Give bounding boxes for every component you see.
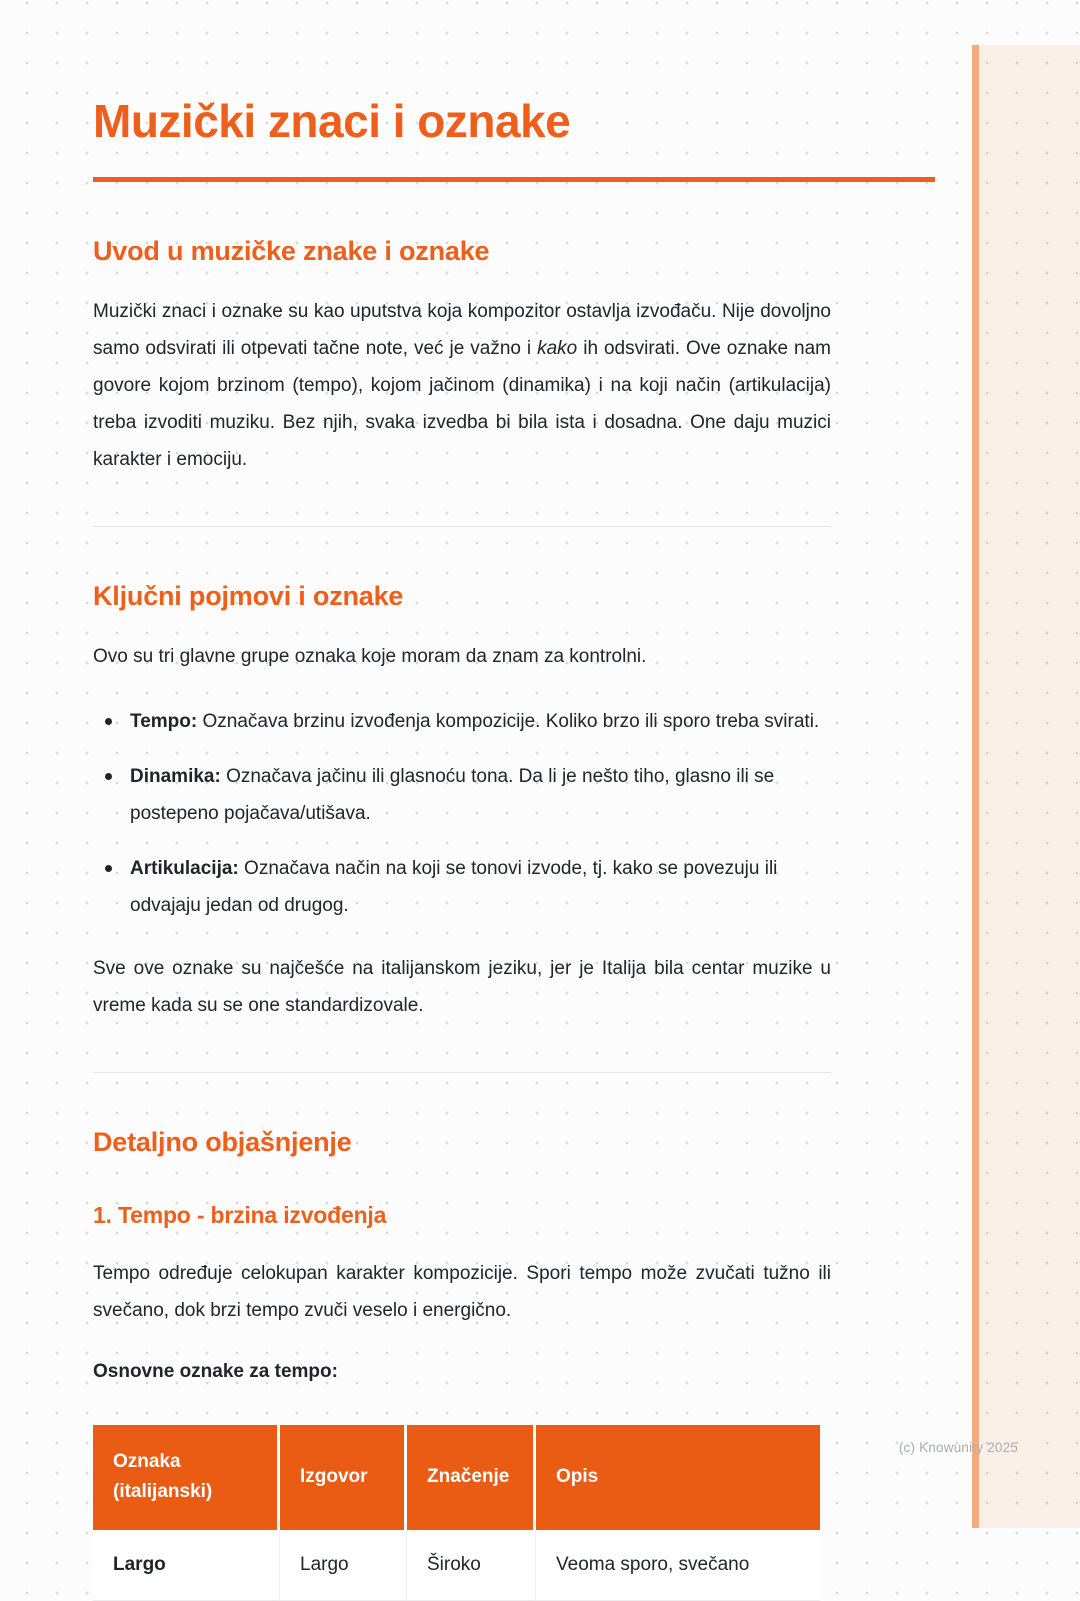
table-cell-znacenje: Široko xyxy=(407,1530,536,1601)
intro-paragraph-part2: ih odsvirati. Ove oznake nam govore kojom brzinom (tempo), kojom jačinom (dinamika) i na koji način (artikulacija) treba izvoditi muziku. Bez njih, svaka izvedba bi bila ista i dosadna. One daju muzici karakter i emociju. xyxy=(93,337,831,470)
list-item-text xyxy=(130,703,819,740)
list-item-artikulacija xyxy=(93,850,831,924)
list-item-tempo xyxy=(93,703,831,740)
table-header-row xyxy=(93,1425,820,1530)
section-heading-details: Detaljno objašnjenje xyxy=(93,1126,352,1157)
concepts-closing-paragraph: Sve ove oznake su najčešće na italijanskom jeziku, jer je Italija bila centar muzike u vreme kada su se one standardizovale. xyxy=(93,957,831,1016)
table-cell-opis: Veoma sporo, svečano xyxy=(536,1530,820,1601)
concepts-list xyxy=(93,703,831,924)
list-item-term: Tempo: xyxy=(130,710,198,732)
side-accent-panel xyxy=(979,45,1080,1528)
list-item-term: Artikulacija: xyxy=(130,857,239,879)
table-header-oznaka: Oznaka (italijanski) xyxy=(93,1425,280,1530)
table-cell-izgovor: Largo xyxy=(280,1530,407,1601)
copyright-watermark: (c) Knowunity 2025 xyxy=(898,1440,1018,1455)
list-item-dinamika xyxy=(93,758,831,832)
concepts-lead: Ovo su tri glavne grupe oznaka koje moram da znam za kontrolni. xyxy=(93,645,647,667)
bullet-dot-icon xyxy=(105,718,112,725)
table-cell-oznaka: Largo xyxy=(93,1530,280,1601)
intro-paragraph xyxy=(93,293,831,478)
list-item-description: Označava jačinu ili glasnoću tona. Da li je nešto tiho, glasno ili se postepeno pojačava/utišava. xyxy=(130,765,775,824)
table-header-izgovor: Izgovor xyxy=(280,1425,407,1530)
title-underline xyxy=(93,177,935,182)
intro-paragraph-part1: Muzički znaci i oznake su kao uputstva koja kompozitor ostavlja izvođaču. Nije dovoljno samo odsvirati ili otpevati tačne note, već je važno i xyxy=(93,300,831,359)
bullet-dot-icon xyxy=(105,773,112,780)
page-title: Muzički znaci i oznake xyxy=(93,95,571,147)
table-row xyxy=(93,1530,820,1601)
list-item-description: Označava brzinu izvođenja kompozicije. Koliko brzo ili sporo treba svirati. xyxy=(197,710,820,732)
tempo-paragraph: Tempo određuje celokupan karakter kompozicije. Spori tempo može zvučati tužno ili svečano, dok brzi tempo zvuči veselo i energično. xyxy=(93,1262,831,1321)
intro-paragraph-italic: kako xyxy=(537,337,578,359)
section-heading-concepts: Ključni pojmovi i oznake xyxy=(93,580,404,611)
table-header-znacenje: Značenje xyxy=(407,1425,536,1530)
subsection-heading-tempo: 1. Tempo - brzina izvođenja xyxy=(93,1201,387,1228)
table-header-opis: Opis xyxy=(536,1425,820,1530)
section-heading-intro: Uvod u muzičke znake i oznake xyxy=(93,235,490,266)
list-item-description: Označava način na koji se tonovi izvode, tj. kako se povezuju ili odvajaju jedan od drugog. xyxy=(130,857,778,916)
bullet-dot-icon xyxy=(105,865,112,872)
table-label: Osnovne oznake za tempo: xyxy=(93,1360,338,1382)
section-divider xyxy=(93,526,831,527)
list-item-text xyxy=(130,758,831,832)
tempo-table xyxy=(93,1425,820,1601)
list-item-text xyxy=(130,850,831,924)
list-item-term: Dinamika: xyxy=(130,765,221,787)
section-divider xyxy=(93,1072,831,1073)
